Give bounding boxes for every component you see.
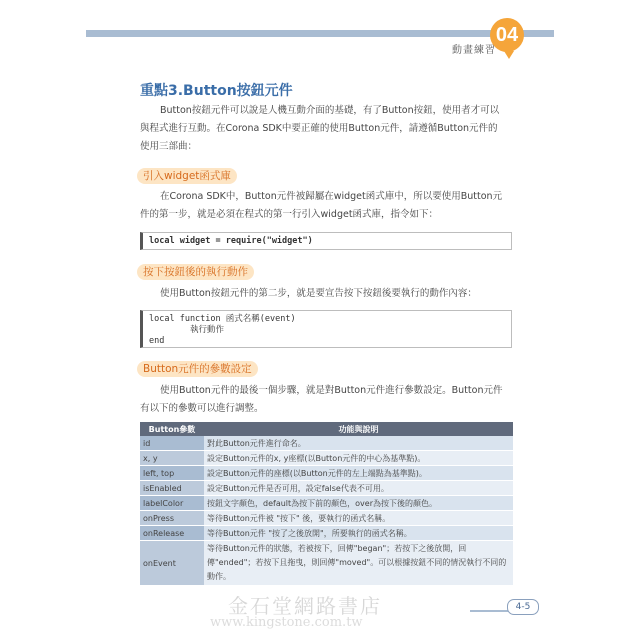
subheading-button-action: 按下按鈕後的執行動作 [137, 264, 254, 280]
table-row [140, 526, 513, 541]
table-header-description: 功能與說明 [204, 422, 513, 436]
table-header-param: Button參數 [140, 422, 204, 436]
table-row [140, 511, 513, 526]
param-description: 設定Button元件的座標(以Button元件的左上端點為基準點)。 [204, 466, 513, 481]
table-row [140, 466, 513, 481]
widget-paragraph [140, 188, 515, 224]
button-params-table [140, 422, 513, 586]
param-name: x, y [140, 451, 204, 466]
page-number: 4-5 [507, 599, 539, 615]
table-row [140, 496, 513, 511]
intro-paragraph [140, 102, 515, 156]
params-line: 使用Button元件的最後一個步驟，就是對Button元件進行參數設定。Button元件 [160, 385, 503, 396]
table-header-row [140, 422, 513, 436]
param-description: 按鈕文字顏色，default為按下前的顏色，over為按下後的顏色。 [204, 496, 513, 511]
chapter-badge: 04 [490, 18, 524, 52]
param-name: onRelease [140, 526, 204, 541]
code-line: local widget = require("widget") [149, 236, 313, 246]
param-description: 等待Button元件被 "按下" 後，要執行的函式名稱。 [204, 511, 513, 526]
code-block-function [140, 310, 512, 348]
table-row [140, 541, 513, 586]
params-paragraph [140, 382, 515, 418]
action-line: 使用Button按鈕元件的第二步，就是要宣告按下按鈕後要執行的動作內容： [160, 288, 477, 299]
table-row [140, 436, 513, 451]
code-line: local function 函式名稱(event) [149, 314, 296, 324]
intro-line: Button按鈕元件可以說是人機互動介面的基礎，有了Button按鈕，使用者才可以 [160, 105, 500, 116]
subheading-button-params: Button元件的參數設定 [137, 361, 258, 377]
param-name: id [140, 436, 204, 451]
header-bar [86, 30, 500, 37]
watermark-store-name: 金石堂網路書店 [228, 594, 382, 618]
action-paragraph [140, 285, 515, 303]
param-name: left, top [140, 466, 204, 481]
code-block-require [140, 232, 512, 250]
param-name: labelColor [140, 496, 204, 511]
watermark-url: www.kingstone.com.tw [210, 615, 363, 630]
table-row [140, 481, 513, 496]
widget-line: 件的第一步，就是必須在程式的第一行引入widget函式庫，指令如下： [140, 209, 439, 220]
intro-line: 與程式進行互動。在Corona SDK中要正確的使用Button元件，請遵循Button元件的 [140, 123, 498, 134]
param-name: onPress [140, 511, 204, 526]
page-number-line [470, 610, 508, 612]
param-description: 對此Button元件進行命名。 [204, 436, 513, 451]
param-description: 設定Button元件的x, y座標(以Button元件的中心為基準點)。 [204, 451, 513, 466]
param-description: 設定Button元件是否可用，設定false代表不可用。 [204, 481, 513, 496]
param-name: onEvent [140, 541, 204, 586]
code-line: end [149, 336, 165, 346]
section-title: 重點3.Button按鈕元件 [140, 83, 293, 99]
param-name: isEnabled [140, 481, 204, 496]
widget-line: 在Corona SDK中，Button元件被歸屬在widget函式庫中，所以要使用Button元 [160, 191, 503, 202]
intro-line: 使用三部曲： [140, 141, 198, 152]
param-description: 等待Button元件 "按了之後放開"，所要執行的函式名稱。 [204, 526, 513, 541]
table-row [140, 451, 513, 466]
chapter-label: 動畫練習 [452, 45, 496, 56]
param-description: 等待Button元件的狀態，若被按下，回傳"began"；若按下之後放開，回傳"ended"；若按下且拖曳，則回傳"moved"。可以根據按鈕不同的情況執行不同的動作。 [204, 541, 513, 586]
params-line: 有以下的參數可以進行調整。 [140, 403, 264, 414]
code-line: 執行動作 [149, 325, 224, 335]
subheading-widget-library: 引入widget函式庫 [137, 168, 237, 184]
header-bar-right [520, 30, 554, 37]
